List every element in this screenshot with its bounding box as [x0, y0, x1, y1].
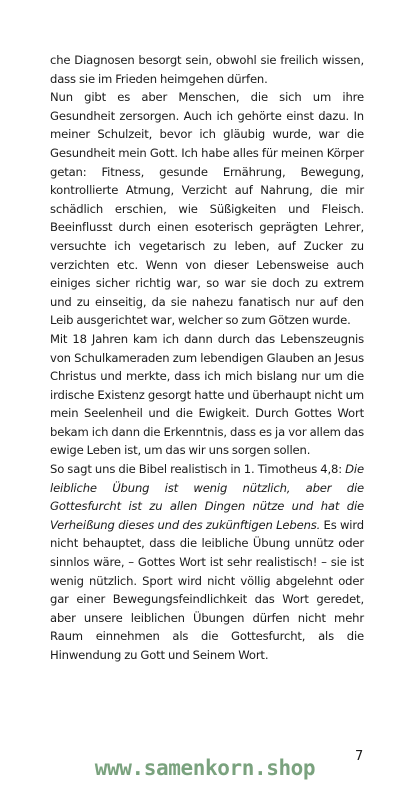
paragraph-4: [50, 460, 364, 665]
paragraph-3: Mit 18 Jahren kam ich dann durch das Lebenszeugnis von Schulkameraden zum lebendigen Glauben an Jesus Christus und merkte, dass ich mich bislang nur um die irdische Existenz gesorgt hatte und überhaupt nicht um mein Seelenheil und die Ewigkeit. Durch Gottes Wort bekam ich dann die Erkenntnis, dass es ja vor allem das ewige Leben ist, um das wir uns sorgen sollen.: [50, 331, 364, 458]
watermark: www.samenkorn.shop: [94, 756, 316, 780]
bible-quote: Die leibliche Übung ist wenig nützlich, aber die Gottesfurcht ist zu allen Dingen nütze und hat die Verheißung dieses und des zukünftigen Lebens.: [50, 462, 364, 532]
bible-reference-intro: So sagt uns die Bibel realistisch in 1. Timotheus 4,8:: [50, 462, 346, 477]
body-text: [50, 51, 364, 665]
paragraph-4-rest: Es wird nicht behauptet, dass die leibliche Übung unnütz oder sinnlos wäre, – Gottes Wort ist sehr realistisch! – sie ist wenig nützlich. Sport wird nicht völlig abgelehnt oder gar einer Bewegungsfeindlichkeit das Wort geredet, aber unsere leiblichen Übungen dürfen nicht mehr Raum einnehmen als die Gottesfurcht, als die Hinwendung zu Gott und Seinem Wort.: [50, 517, 365, 662]
page-number: 7: [355, 749, 364, 764]
paragraph-2: Nun gibt es aber Menschen, die sich um ihre Gesundheit zersorgen. Auch ich gehörte einst dazu. In meiner Schulzeit, bevor ich gläubig wurde, war die Gesundheit mein Gott. Ich habe alles für meinen Körper getan: Fitness, gesunde Ernährung, Bewegung, kontrollierte Atmung, Verzicht auf Nahrung, die mir schädlich erschien, wie Süßigkeiten und Fleisch. Beeinflusst durch einen esoterisch geprägten Lehrer, versuchte ich vegetarisch zu leben, auf Zucker zu verzichten etc. Wenn von dieser Lebensweise auch einiges sicher richtig war, so war sie doch zu extrem und zu einseitig, da sie nahezu fanatisch nur auf den Leib ausgerichtet war, welcher so zum Götzen wurde.: [50, 90, 364, 328]
paragraph-1: che Diagnosen besorgt sein, obwohl sie freilich wissen, dass sie im Frieden heimgehen dürfen.: [50, 53, 364, 86]
